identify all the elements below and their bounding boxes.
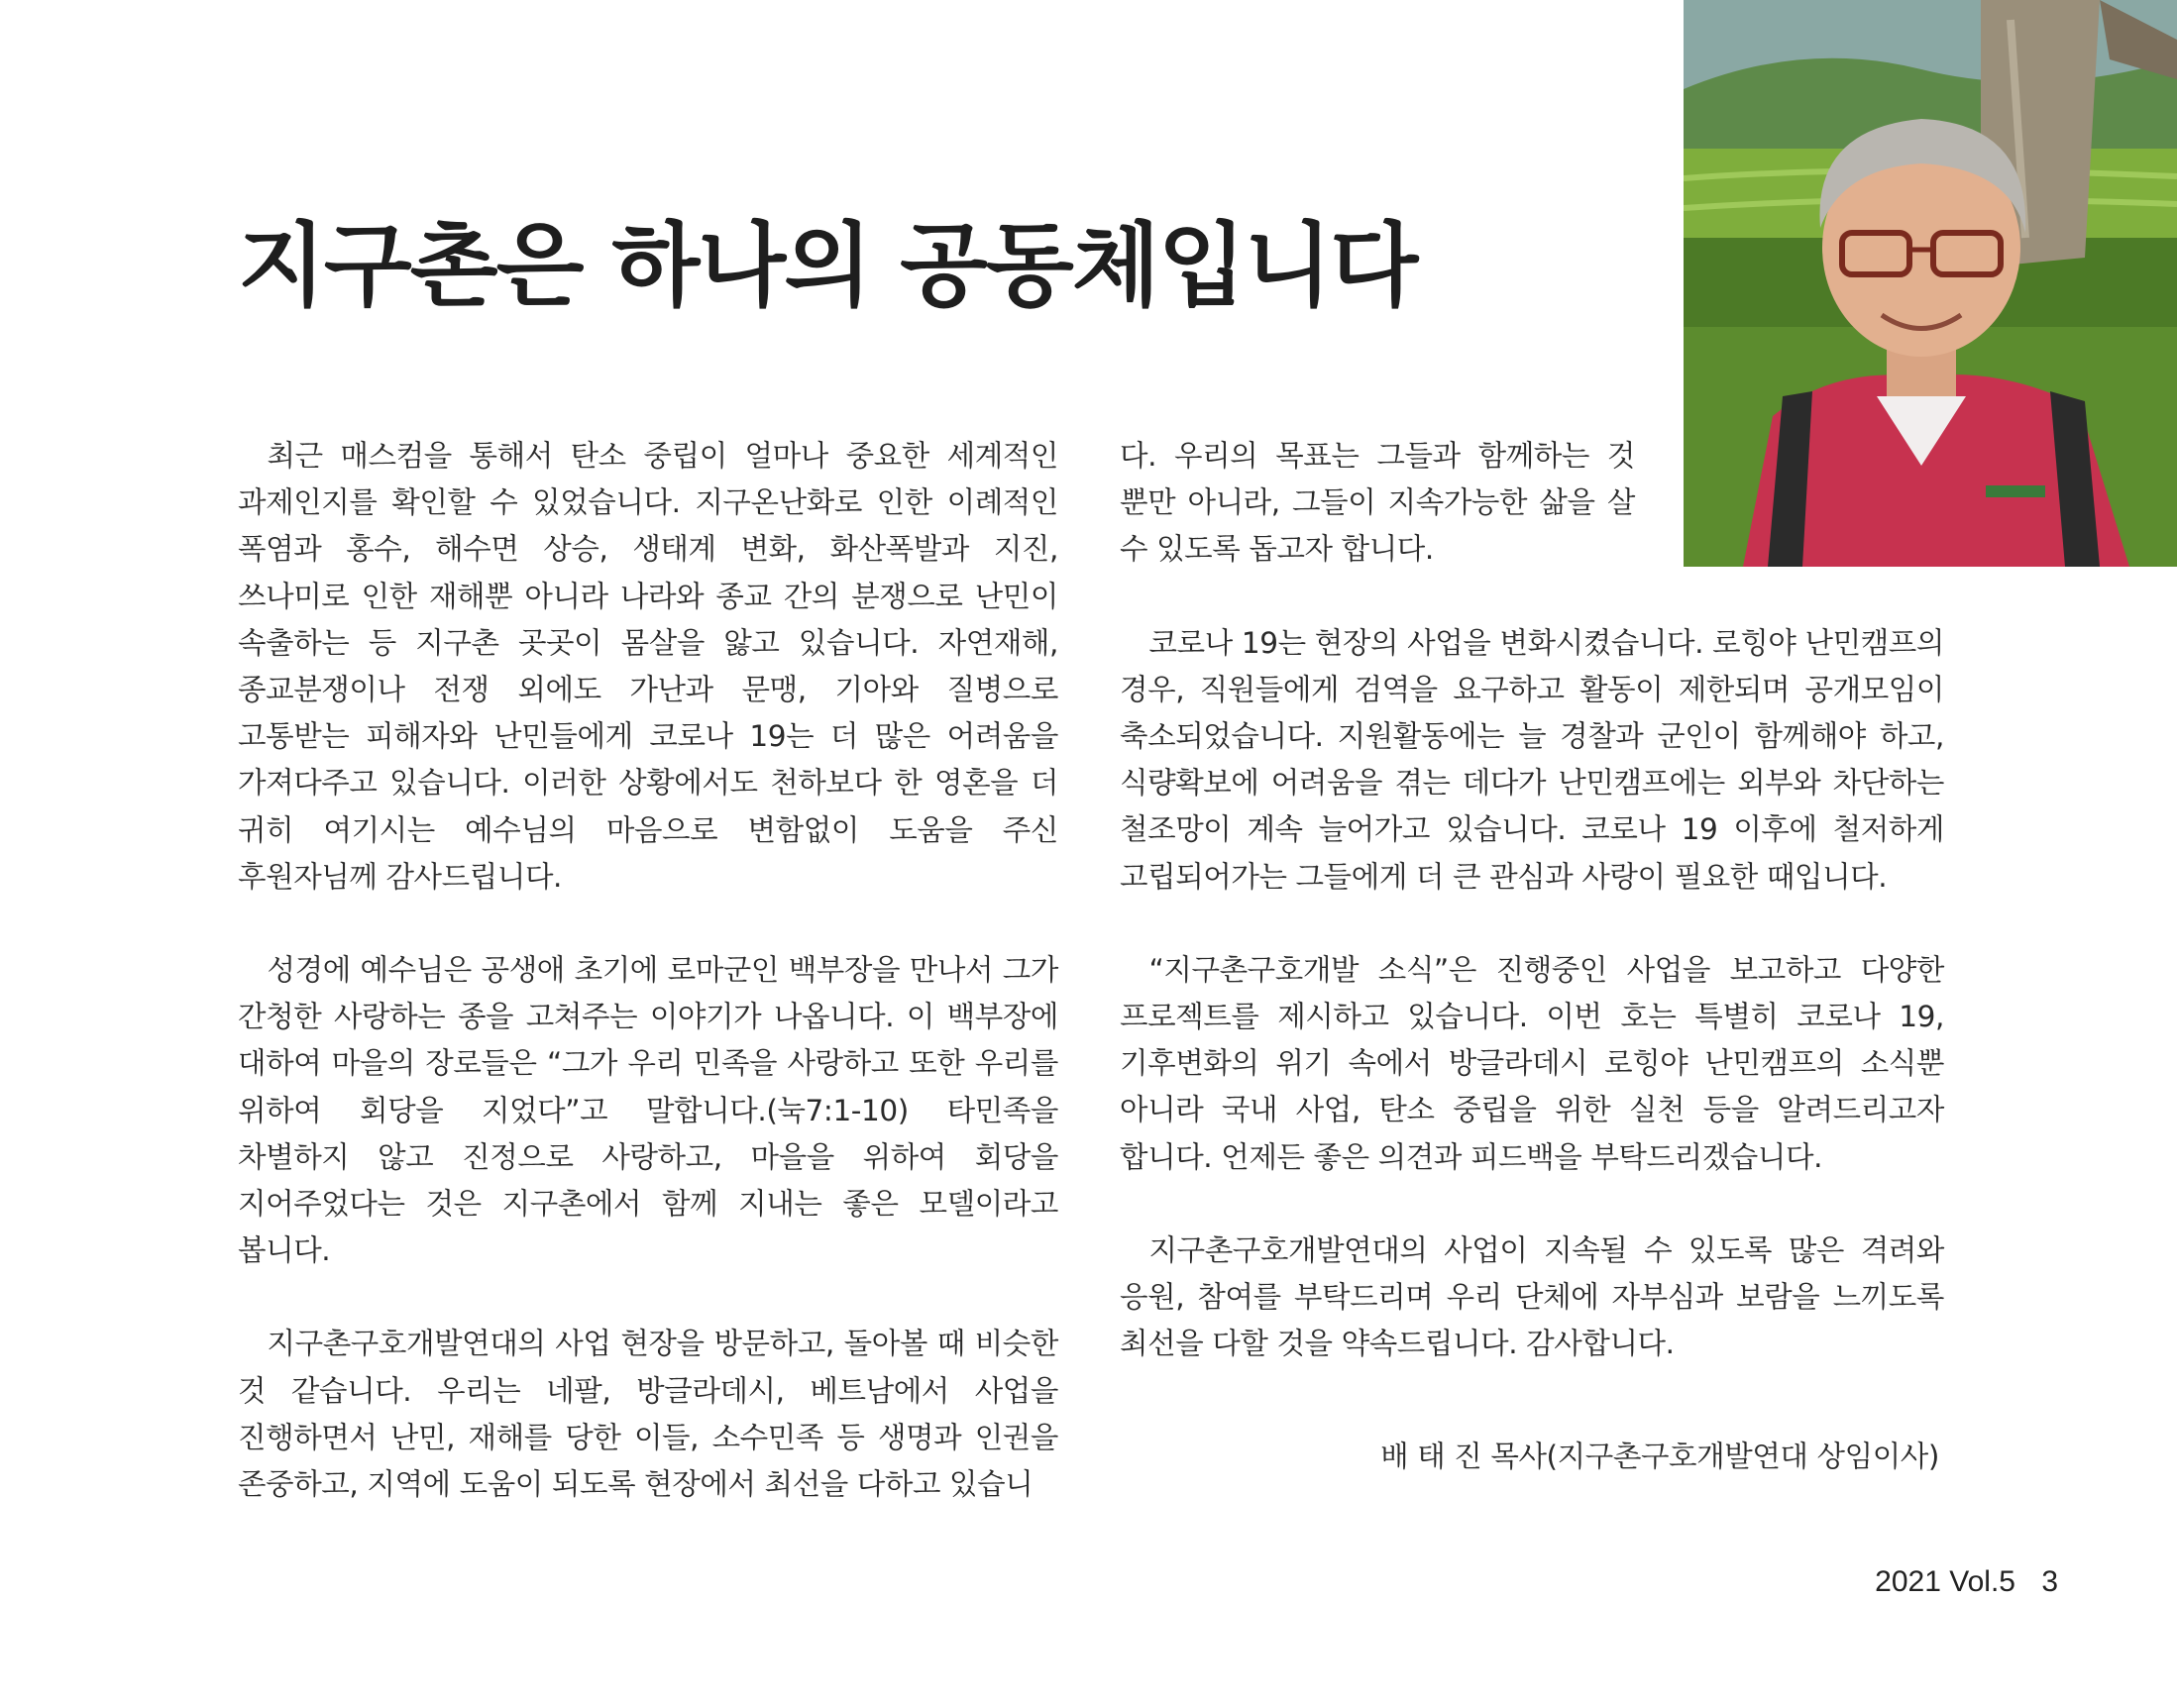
paragraph: 성경에 예수님은 공생애 초기에 로마군인 백부장을 만나서 그가 간청한 사랑하는 종을 고쳐주는 이야기가 나옵니다. 이 백부장에 대하여 마을의 장로들은 “그가 우리 민족을 사랑하고 또한 우리를 위하여 회당을 지었다”고 말합니다.(눅7:1-10) 타민족을 차별하지 않고 진정으로 사랑하고, 마을을 위하여 회당을 지어주었다는 것은 지구촌에서 함께 지내는 좋은 모델이라고 봅니다.: [238, 953, 1058, 1268]
page-footer: [1875, 1565, 2058, 1599]
paragraph: 최근 매스컴을 통해서 탄소 중립이 얼마나 중요한 세계적인 과제인지를 확인할 수 있었습니다. 지구온난화로 인한 이례적인 폭염과 홍수, 해수면 상승, 생태계 변화, 화산폭발과 지진, 쓰나미로 인한 재해뿐 아니라 나라와 종교 간의 분쟁으로 난민이 속출하는 등 지구촌 곳곳이 몸살을 앓고 있습니다. 자연재해, 종교분쟁이나 전쟁 외에도 가난과 문맹, 기아와 질병으로 고통받는 피해자와 난민들에게 코로나 19는 더 많은 어려움을 가져다주고 있습니다. 이러한 상황에서도 천하보다 한 영혼을 더 귀히 여기시는 예수님의 마음으로 변함없이 도움을 주신 후원자님께 감사드립니다.: [238, 439, 1058, 894]
paragraph: 지구촌구호개발연대의 사업이 지속될 수 있도록 많은 격려와 응원, 참여를 부탁드리며 우리 단체에 자부심과 보람을 느끼도록 최선을 다할 것을 약속드립니다. 감사합니다.: [1120, 1232, 1944, 1361]
paragraph-continuation: 다. 우리의 목표는 그들과 함께하는 것 뿐만 아니라, 그들이 지속가능한 삶을 살 수 있도록 돕고자 합니다.: [1120, 439, 1635, 567]
right-column: [1120, 433, 1944, 1367]
author-signature: 배 태 진 목사(지구촌구호개발연대 상임이사): [1380, 1440, 1939, 1473]
issue-label: 2021 Vol.5: [1875, 1565, 2015, 1598]
paragraph: 지구촌구호개발연대의 사업 현장을 방문하고, 돌아볼 때 비슷한 것 같습니다. 우리는 네팔, 방글라데시, 베트남에서 사업을 진행하면서 난민, 재해를 당한 이들, 소수민족 등 생명과 인권을 존중하고, 지역에 도움이 되도록 현장에서 최선을 다하고 있습니: [238, 1327, 1058, 1502]
paragraph: 코로나 19는 현장의 사업을 변화시켰습니다. 로힝야 난민캠프의 경우, 직원들에게 검역을 요구하고 활동이 제한되며 공개모임이 축소되었습니다. 지원활동에는 늘 경찰과 군인이 함께해야 하고, 식량확보에 어려움을 겪는 데다가 난민캠프에는 외부와 차단하는 철조망이 계속 늘어가고 있습니다. 코로나 19 이후에 철저하게 고립되어가는 그들에게 더 큰 관심과 사랑이 필요한 때입니다.: [1120, 625, 1944, 894]
page-title: 지구촌은 하나의 공동체입니다: [238, 213, 1417, 319]
paragraph: “지구촌구호개발 소식”은 진행중인 사업을 보고하고 다양한 프로젝트를 제시하고 있습니다. 이번 호는 특별히 코로나 19, 기후변화의 위기 속에서 방글라데시 로힝야 난민캠프의 소식뿐 아니라 국내 사업, 탄소 중립을 위한 실천 등을 알려드리고자 합니다. 언제든 좋은 의견과 피드백을 부탁드리겠습니다.: [1120, 952, 1944, 1174]
left-column: [238, 433, 1058, 1508]
page-number: 3: [2041, 1565, 2058, 1598]
